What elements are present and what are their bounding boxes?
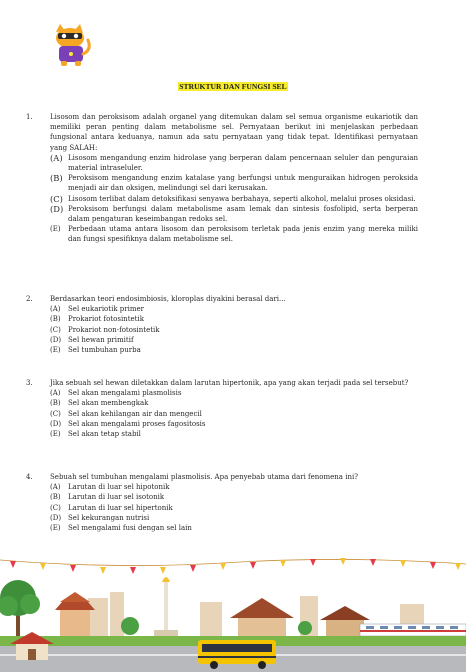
question-number: 2. xyxy=(26,295,33,303)
question-text: Jika sebuah sel hewan diletakkan dalam larutan hipertonik, apa yang akan terjadi pada sel tersebut? xyxy=(50,379,409,387)
option-text: Sel akan mengalami plasmolisis xyxy=(68,389,182,398)
option-text: Sel akan kehilangan air dan mengecil xyxy=(68,409,202,418)
option-d xyxy=(50,204,418,224)
option-b xyxy=(50,398,418,408)
option-e xyxy=(50,224,418,244)
option-text: Lisosom mengandung enzim hidrolase yang berperan dalam pencernaan seluler dan penguraian material intraseluler. xyxy=(68,153,418,173)
option-text: Sel hewan primitif xyxy=(68,335,134,344)
option-text: Sel akan membengkak xyxy=(68,399,149,408)
option-letter: (A) xyxy=(50,305,61,314)
option-d xyxy=(50,419,418,429)
mascot-cat-logo xyxy=(52,24,92,68)
question-text: Sebuah sel tumbuhan mengalami plasmolisis. Apa penyebab utama dari fenomena ini? xyxy=(50,473,358,481)
option-a xyxy=(50,388,418,398)
option-letter: (D) xyxy=(50,203,64,214)
option-letter: (A) xyxy=(50,389,61,398)
question-text: Berdasarkan teori endosimbiosis, kloroplas diyakini berasal dari... xyxy=(50,295,286,303)
question-1 xyxy=(26,112,418,245)
option-text: Larutan di luar sel isotonik xyxy=(68,493,165,502)
option-c xyxy=(50,503,418,513)
option-text: Sel akan tetap stabil xyxy=(68,430,141,439)
option-letter: (B) xyxy=(50,493,61,502)
option-list xyxy=(50,304,418,355)
question-number: 4. xyxy=(26,473,33,481)
option-letter: (B) xyxy=(50,399,61,408)
option-c xyxy=(50,194,418,204)
option-b xyxy=(50,314,418,324)
option-text: Sel akan mengalami proses fagositosis xyxy=(68,419,206,428)
option-text: Prokariot fotosintetik xyxy=(68,315,144,324)
option-list xyxy=(50,482,418,533)
option-letter: (D) xyxy=(50,419,62,428)
train xyxy=(360,624,466,636)
option-letter: (E) xyxy=(50,524,61,533)
option-text: Sel tumbuhan purba xyxy=(68,346,141,355)
option-a xyxy=(50,304,418,314)
option-letter: (C) xyxy=(50,193,63,204)
option-text: Perbedaan utama antara lisosom dan peroksisom terletak pada jenis enzim yang mereka miliki dan fungsi spesifiknya dalam metabolisme sel. xyxy=(68,225,418,244)
option-letter: (A) xyxy=(50,483,61,492)
option-letter: (B) xyxy=(50,173,63,184)
page-title-text: STRUKTUR DAN FUNGSI SEL xyxy=(179,82,287,91)
option-e xyxy=(50,429,418,439)
option-letter: (C) xyxy=(50,409,61,418)
option-a xyxy=(50,482,418,492)
option-text: Prokariot non-fotosintetik xyxy=(68,325,160,334)
option-text: Peroksisom mengandung enzim katalase yang berfungsi untuk menguraikan hidrogen peroksida menjadi air dan oksigen, melindungi sel dari kerusakan. xyxy=(68,174,418,193)
option-text: Sel mengalami fusi dengan sel lain xyxy=(68,524,192,533)
option-b xyxy=(50,173,418,193)
option-a xyxy=(50,153,418,173)
option-c xyxy=(50,325,418,335)
question-number: 3. xyxy=(26,379,33,387)
option-letter: (A) xyxy=(50,152,63,163)
question-text: Lisosom dan peroksisom adalah organel yang ditemukan dalam sel semua organisme eukariotik dan memiliki peran penting dalam metabolisme sel. Pernyataan berikut ini menjelaskan perbedaan fungsional antara keduanya, namun ada satu pernyataan yang tidak tepat. Identifikasi pernyataan yang SALAH: xyxy=(50,113,418,152)
question-3 xyxy=(26,378,418,439)
option-letter: (B) xyxy=(50,315,61,324)
option-text: Larutan di luar sel hipotonik xyxy=(68,483,170,492)
option-letter: (C) xyxy=(50,503,61,512)
option-letter: (D) xyxy=(50,513,62,522)
option-letter: (D) xyxy=(50,335,62,344)
option-e xyxy=(50,345,418,355)
option-e xyxy=(50,523,418,533)
question-number: 1. xyxy=(26,113,33,121)
option-d xyxy=(50,335,418,345)
option-letter: (E) xyxy=(50,346,61,355)
page-title xyxy=(0,82,466,91)
option-text: Peroksisom berfungsi dalam metabolisme asam lemak dan sintesis fosfolipid, serta berperan dalam pengaturan keseimbangan redoks sel. xyxy=(68,204,418,224)
option-letter: (E) xyxy=(50,225,61,234)
question-4 xyxy=(26,472,418,533)
option-letter: (C) xyxy=(50,325,61,334)
option-text: Sel kekurangan nutrisi xyxy=(68,513,150,522)
option-text: Lisosom terlibat dalam detoksifikasi senyawa berbahaya, seperti alkohol, melalui proses oksidasi. xyxy=(68,194,416,203)
option-c xyxy=(50,409,418,419)
option-b xyxy=(50,492,418,502)
footer-city-illustration xyxy=(0,548,466,672)
option-list xyxy=(50,153,418,245)
option-letter: (E) xyxy=(50,430,61,439)
question-2 xyxy=(26,294,418,355)
bunting-decoration xyxy=(0,558,466,574)
option-text: Larutan di luar sel hipertonik xyxy=(68,503,173,512)
option-d xyxy=(50,513,418,523)
option-text: Sel eukariotik primer xyxy=(68,305,144,314)
option-list xyxy=(50,388,418,439)
monument xyxy=(154,577,178,638)
